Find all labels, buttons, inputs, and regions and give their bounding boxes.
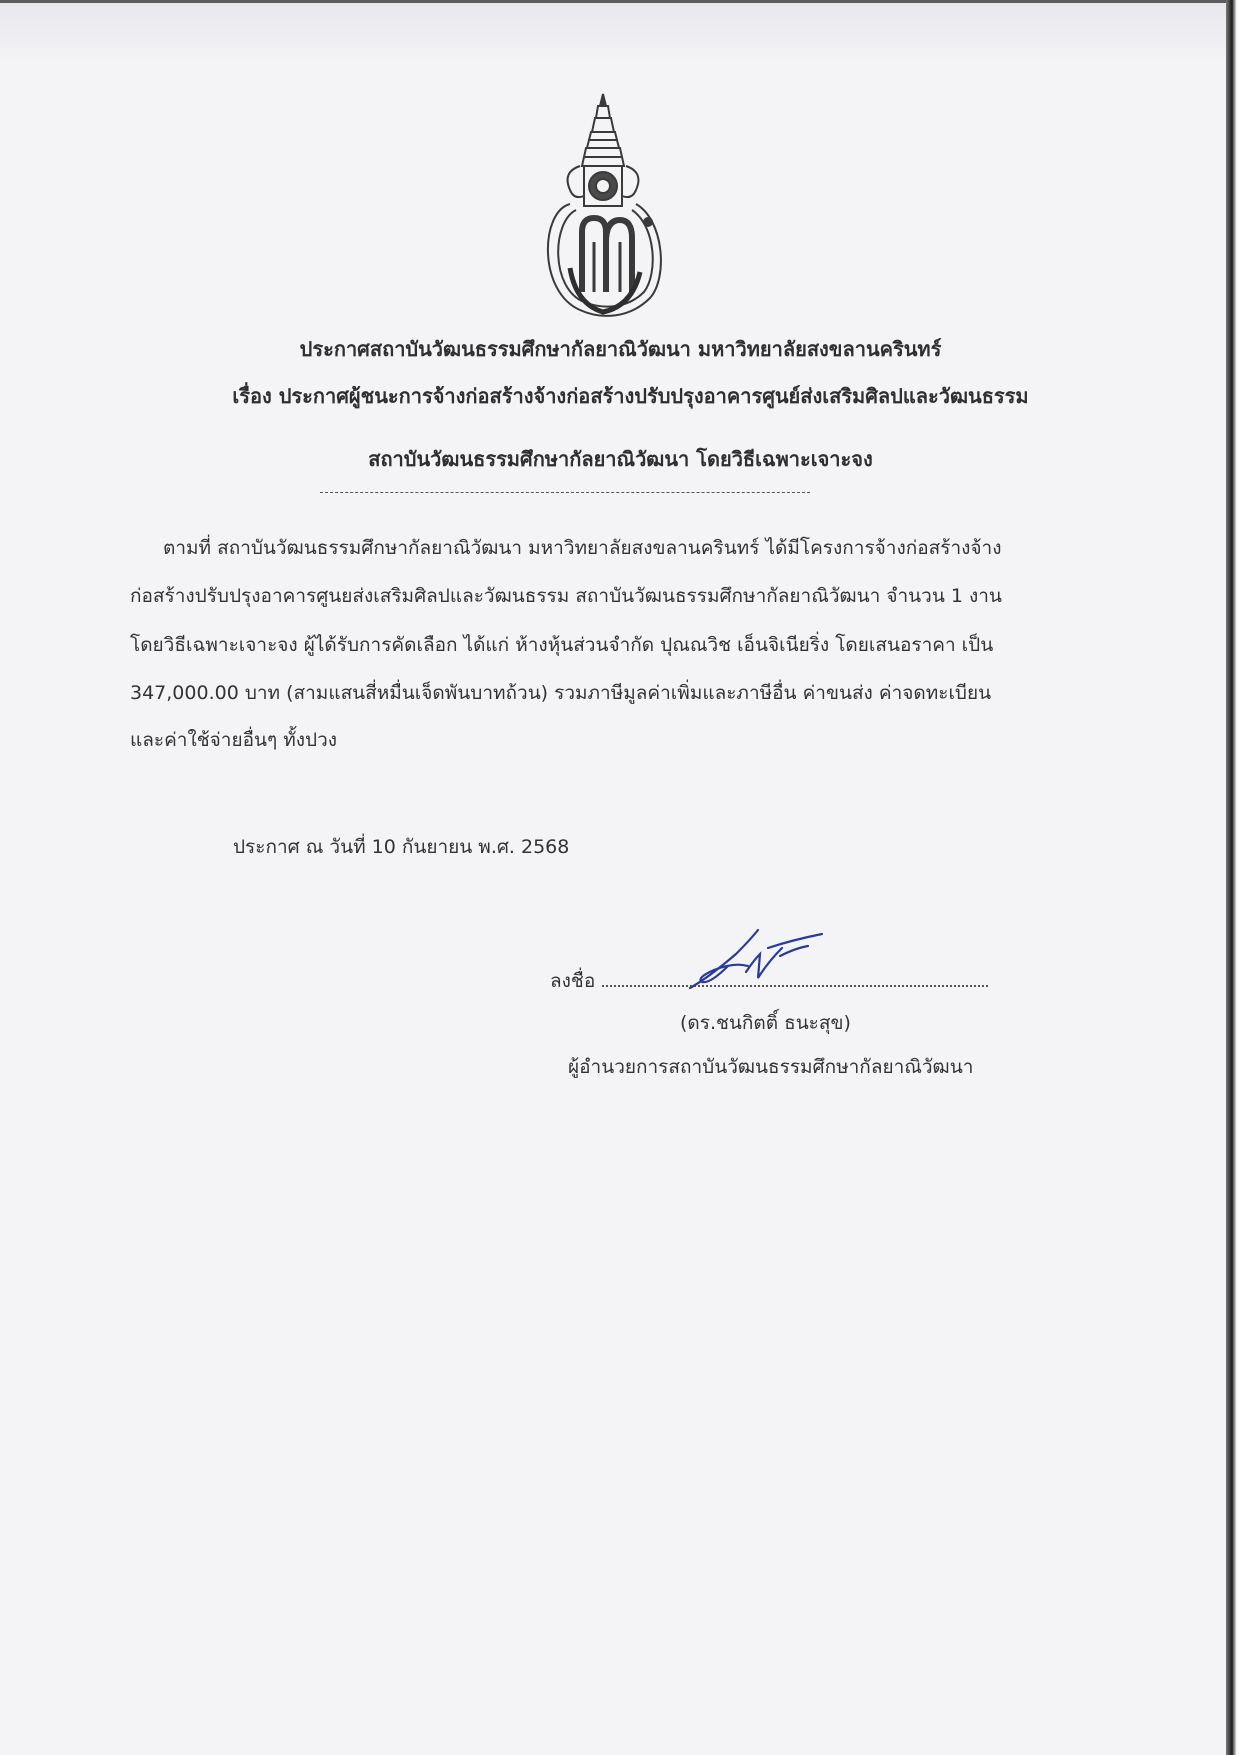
scan-edge-shadow: [1226, 0, 1241, 1755]
body-line-3: โดยวิธีเฉพาะเจาะจง ผู้ได้รับการคัดเลือก ได้แก่ ห้างหุ้นส่วนจำกัด ปุณณวิช เอ็นจิเนียริ่ง โดยเสนอราคา เป็น: [130, 634, 994, 656]
body-line-2: ก่อสร้างปรับปรุงอาคารศูนยส่งเสริมศิลปและวัฒนธรรม สถาบันวัฒนธรรมศึกษากัลยาณิวัฒนา จำนวน 1 งาน: [130, 585, 1002, 607]
announcement-heading: ประกาศสถาบันวัฒนธรรมศึกษากัลยาณิวัฒนา มหาวิทยาลัยสงขลานครินทร์: [299, 337, 942, 361]
body-line-1: ตามที่ สถาบันวัฒนธรรมศึกษากัลยาณิวัฒนา มหาวิทยาลัยสงขลานครินทร์ ได้มีโครงการจ้างก่อสร้างจ้าง: [163, 537, 1002, 559]
body-line-5: และค่าใช้จ่ายอื่นๆ ทั้งปวง: [130, 729, 338, 751]
signer-title: ผู้อำนวยการสถาบันวัฒนธรรมศึกษากัลยาณิวัฒนา: [568, 1056, 974, 1078]
announcement-subject: เรื่อง ประกาศผู้ชนะการจ้างก่อสร้างจ้างก่อสร้างปรับปรุงอาคารศูนย์ส่งเสริมศิลปและวัฒนธรรม: [232, 384, 1029, 408]
separator-dashes: [320, 492, 810, 493]
scan-top-shading: [0, 3, 1226, 63]
announcement-date: ประกาศ ณ วันที่ 10 กันยายน พ.ศ. 2568: [233, 836, 570, 858]
institute-method-line: สถาบันวัฒนธรรมศึกษากัลยาณิวัฒนา โดยวิธีเฉพาะเจาะจง: [368, 447, 873, 471]
signature-label: ลงชื่อ: [550, 970, 596, 992]
body-line-4: 347,000.00 บาท (สามแสนสี่หมื่นเจ็ดพันบาทถ้วน) รวมภาษีมูลค่าเพิ่มและภาษีอื่น ค่าขนส่ง ค่าจดทะเบียน: [130, 682, 992, 704]
university-seal-logo: [540, 92, 666, 320]
handwritten-signature: [688, 926, 828, 992]
signer-name: (ดร.ชนกิตติ์ ธนะสุข): [680, 1012, 851, 1034]
